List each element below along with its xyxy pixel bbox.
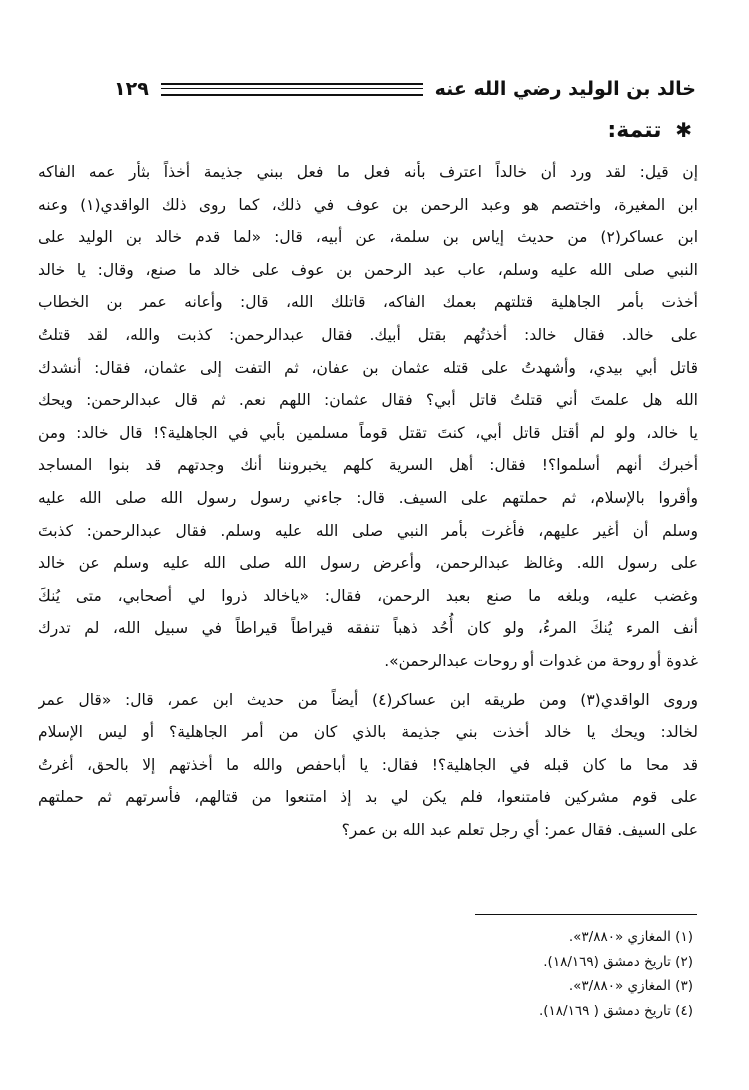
text-line: وسلم أن أغير عليهم، فأغرت بأمر النبي صلى الله عليه وسلم. فقال عبدالرحمن: كذبتَ [38,521,698,540]
paragraph-1 [38,156,698,678]
text-line: النبي صلى الله عليه وسلم، عاب عبد الرحمن بن عوف على خالد ما صنع، وقال: يا خالد [38,260,698,279]
footnote-separator [475,914,697,915]
body-text [38,156,698,846]
text-line: وروى الواقدي(٣) ومن طريقه ابن عساكر(٤) أيضاً من حديث ابن عمر، قال: «قال عمر [38,690,698,709]
text-line: إن قيل: لقد ورد أن خالداً اعترف بأنه فعل ما فعل ببني جذيمة أخذاً بثأر عمه الفاكه [38,163,698,181]
text-line: غدوة أو روحة من غدوات أو روحات عبدالرحمن». [384,651,698,670]
running-header [114,72,696,106]
text-line: أخذت بأمر الجاهلية قتلتهم بعمك الفاكه، قاتلك الله، قال: وأعانه عمر بن الخطاب [38,293,698,312]
text-line: الله هل علمتَ أني قتلتُ قاتل أبي؟ فقال عثمان: اللهم نعم. ثم قال عبدالرحمن: ويحك [38,391,698,410]
paragraph-2 [38,684,698,847]
text-line: قاتل أبي بيدي، وأشهدتُ على قتله عثمان بن عفان، ثم التفت إلى عثمان، فقال: أنشدك [38,358,698,377]
section-heading [607,118,692,143]
text-line: وأقروا بالإسلام، ثم حملتهم على السيف. قال: جاءني رسول رسول الله صلى الله عليه [38,488,698,507]
footnote: (٣) المغازي «٣/٨٨٠». [568,978,693,994]
text-line: يا خالد، ولو لم أقتل قاتل أبي، كنتَ تقتل قوماً مسلمين بأبي في الجاهلية؟! قال خالد: ومن [38,423,698,442]
section-title: تتمة: [607,118,662,143]
footnote: (١) المغازي «٣/٨٨٠». [568,929,693,945]
text-line: لخالد: ويحك يا خالد أخذت بني جذيمة بالذي كان من أمر الجاهلية؟ أو ليس الإسلام [38,723,698,742]
text-line: على رسول الله. وغالظ عبدالرحمن، وأعرض رسول الله صلى الله عليه وسلم عن خالد [38,554,698,573]
text-line: ابن المغيرة، واختصم هو وعبد الرحمن بن عوف في ذلك، كما روى ذلك الواقدي(١) وعنه [38,195,698,214]
footnote: (٢) تاريخ دمشق (١٨/١٦٩). [543,953,693,970]
text-line: قد محا ما كان قبله في الجاهلية؟! فقال: يا أباحفص والله ما أخذتهم إلا بالحق، أغرتُ [38,755,698,774]
footnote: (٤) تاريخ دمشق ( ١٨/١٦٩). [538,1002,693,1019]
text-line: على قوم مشركين فامتنعوا، فلم يكن لي بد إذ امتنعوا من قتالهم، فأسرتهم ثم حملتهم [38,788,698,807]
footnotes [539,925,693,1023]
text-line: على خالد. فقال خالد: أخذتُهم بقتل أبيك. فقال عبدالرحمن: كذبت والله، لقد قتلتُ [38,325,698,344]
page-number: ١٢٩ [114,78,149,100]
text-line: ابن عساكر(٢) من حديث إياس بن سلمة، عن أبيه، قال: «لما قدم خالد بن الوليد على [38,228,698,247]
header-title: خالد بن الوليد رضي الله عنه [434,78,696,100]
text-line: أنف المرء يُنكَ المرءُ، ولو كان أُحُد ذهباً تنفقه قيراطاً قيراطاً في سبيل الله، لم تدرك [38,619,698,638]
text-line: أخبرك أنهم أسلموا؟! فقال: أهل السرية كلهم يخبروننا أنك وجدتهم قد بنوا المساجد [38,456,698,475]
text-line: على السيف. فقال عمر: أي رجل تعلم عبد الله بن عمر؟ [341,820,698,839]
text-line: وغضب عليه، وبلغه ما صنع بعبد الرحمن، فقال: «ياخالد ذروا لي أصحابي، متى يُنكَ [38,586,698,605]
asterisk-icon: ✱ [675,118,692,142]
header-rule [161,83,423,96]
